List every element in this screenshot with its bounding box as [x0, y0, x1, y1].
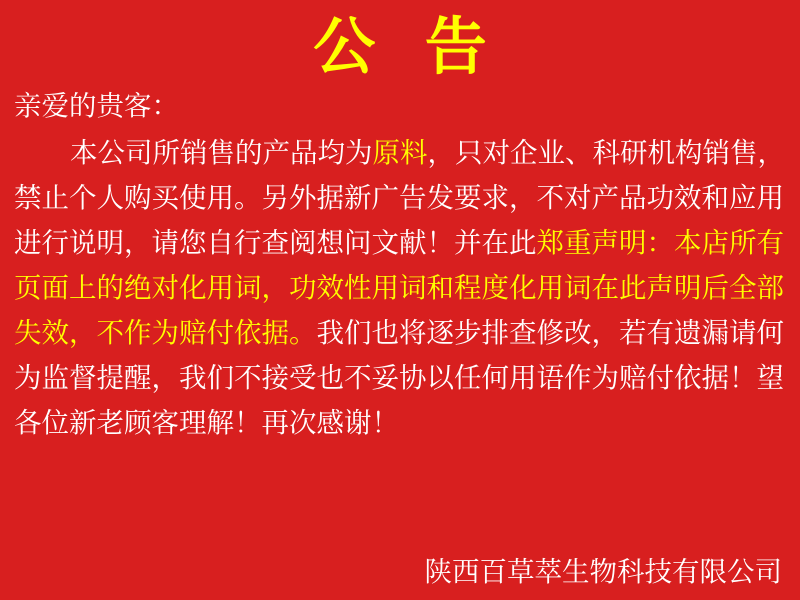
notice-text-segment-2: ，只对企业、科研机构销售，禁止个人购买使用。另外据新广告发要求，不对产品功效和应用进行说明，请您自行查阅想问文献！并在此	[14, 137, 785, 259]
notice-text-segment-1: 本公司所销售的产品均为	[70, 137, 373, 169]
notice-highlight-raw-material: 原料	[372, 137, 428, 169]
salutation: 亲爱的贵客：	[14, 90, 179, 122]
notice-text-segment-3: 我们也将逐步排查修改，若有遗漏请何为监督提醒，我们不接受也不妥协以任何用语作为赔付依据！望各位新老顾客理解！再次感谢！	[14, 317, 784, 439]
company-signature: 陕西百草萃生物科技有限公司	[424, 556, 782, 588]
notice-body	[0, 84, 800, 446]
notice-paragraph	[14, 131, 786, 446]
page-title: 公 告	[313, 10, 501, 83]
notice-highlight-statement: 郑重声明：本店所有页面上的绝对化用词，功效性用词和程度化用词在此声明后全部失效，不作为赔付依据。	[14, 227, 784, 349]
